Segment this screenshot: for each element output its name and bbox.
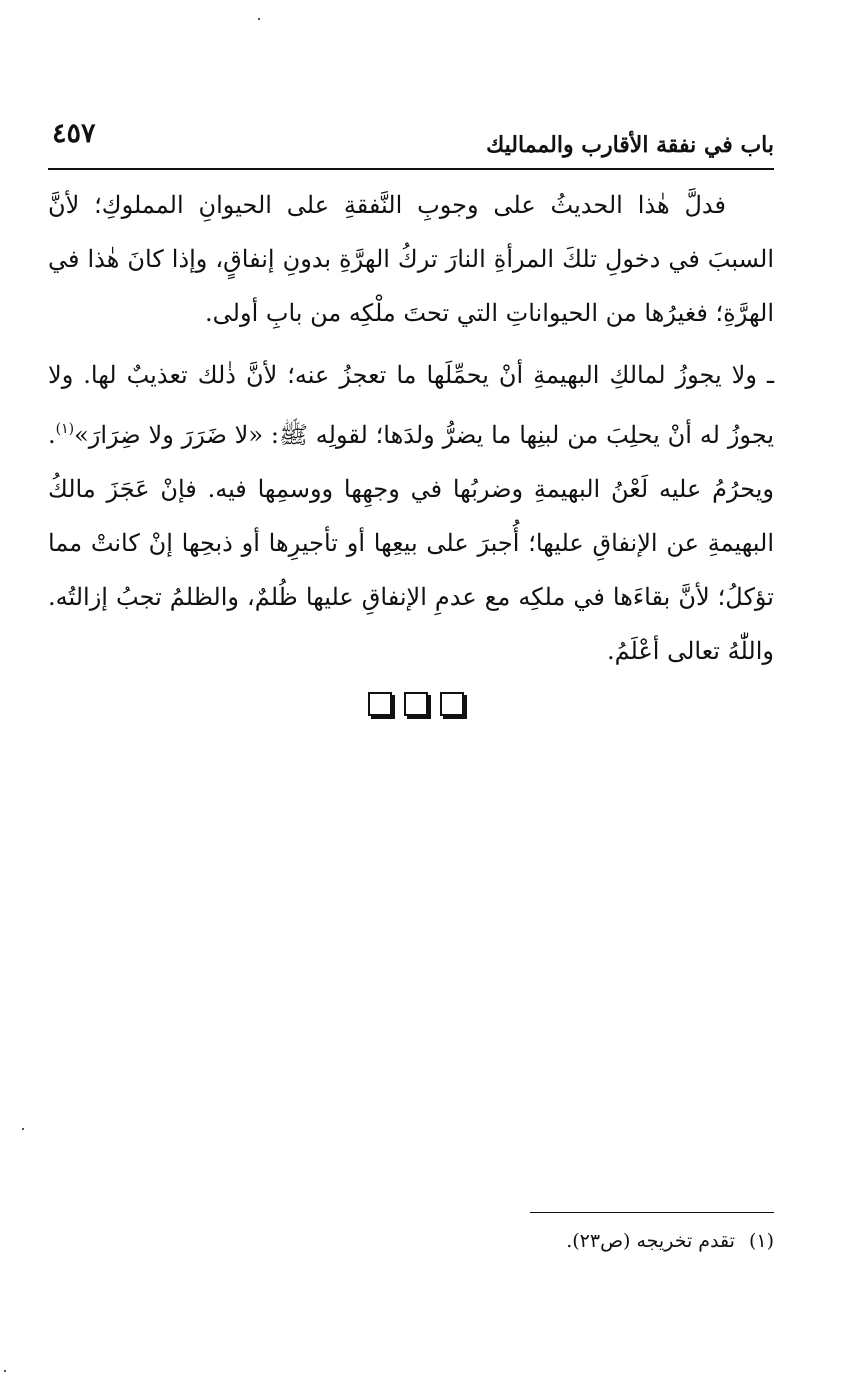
footnote [380, 1226, 774, 1256]
section-separator [356, 692, 464, 718]
paragraph-2-part-a: ـ ولا يجوزُ لمالكِ البهيمةِ أنْ يحمِّلَها ما تعجزُ عنه؛ لأنَّ ذٰلك تعذيبٌ لها. ولا يجوزُ له أنْ يحلِبَ من لبنِها ما يضرُّ ولدَها؛ لقولِه ﷺ: «لا ضَرَرَ ولا ضِرَارَ» [48, 361, 774, 449]
separator-box-icon [368, 692, 392, 716]
scan-speck [258, 18, 260, 20]
running-title: باب في نفقة الأقارب والمماليك [486, 132, 774, 158]
header-rule [48, 168, 774, 170]
page-number: ٤٥٧ [52, 118, 96, 149]
main-text [48, 178, 774, 678]
scan-speck [22, 1128, 24, 1130]
separator-box-icon [440, 692, 464, 716]
footnote-number: (١) [748, 1230, 774, 1252]
footnote-reference[interactable]: (١) [55, 421, 75, 437]
paragraph-1: فدلَّ هٰذا الحديثُ على وجوبِ النَّفقةِ على الحيوانِ المملوكِ؛ لأنَّ السببَ في دخولِ تلكَ المرأةِ النارَ تركُ الهرَّةِ بدونِ إنفاقٍ، وإذا كانَ هٰذا في الهرَّةِ؛ فغيرُها من الحيواناتِ التي تحتَ ملْكِه من بابِ أولى. [48, 191, 774, 327]
scan-speck [4, 1370, 6, 1372]
footnote-text: تقدم تخريجه (ص٢٣). [566, 1230, 735, 1252]
footnote-rule [530, 1212, 774, 1213]
paragraph-2-part-b: . ويحرُمُ عليه لَعْنُ البهيمةِ وضربُها في وجهِها ووسمِها فيه. فإنْ عَجَزَ مالكُ البهيمةِ عن الإنفاقِ عليها؛ أُجبرَ على بيعِها أو تأجيرِها أو ذبحِها إنْ كانتْ مما تؤكلُ؛ لأنَّ بقاءَها في ملكِه مع عدمِ الإنفاقِ عليها ظُلمٌ، والظلمُ تجبُ إزالتُه. واللّٰهُ تعالى أعْلَمُ. [48, 421, 774, 665]
separator-box-icon [404, 692, 428, 716]
page-header [48, 118, 774, 166]
paragraph-2 [48, 348, 774, 678]
